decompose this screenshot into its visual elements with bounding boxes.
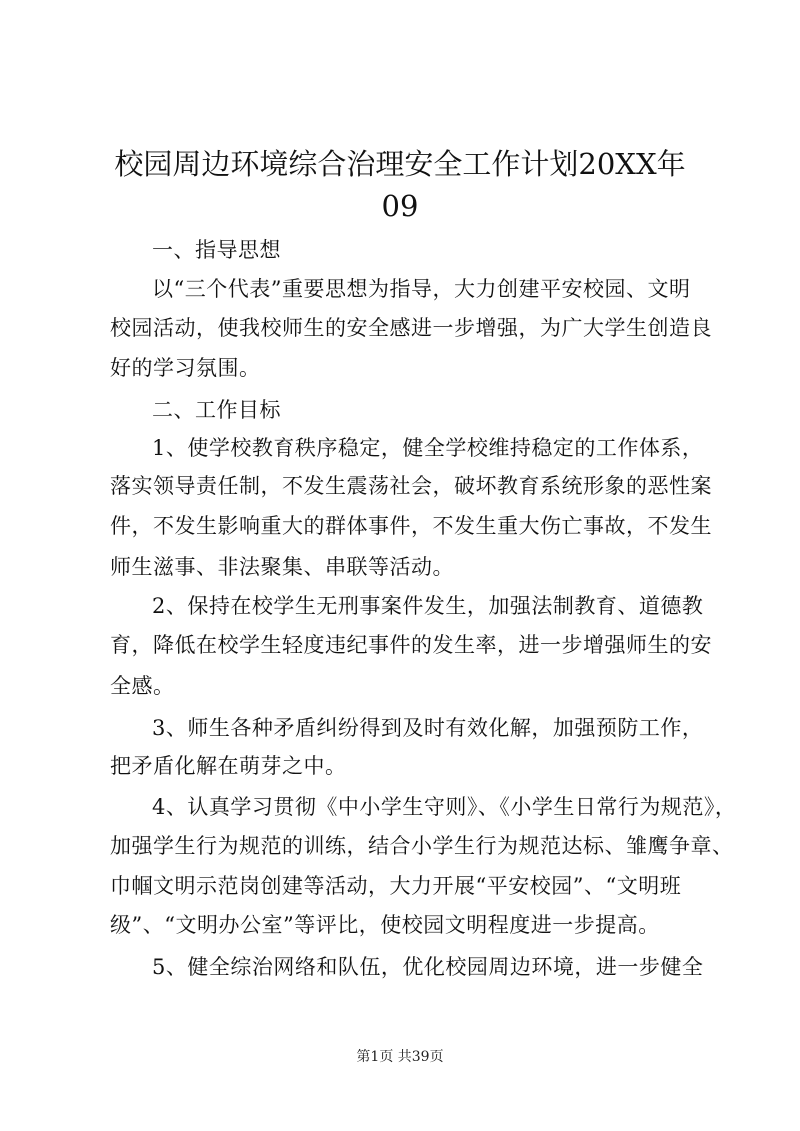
paragraph-line: 好的学习氛围。 xyxy=(110,356,261,380)
document-title-continued: 09 xyxy=(381,189,419,223)
section-heading-work-goals: 二、工作目标 xyxy=(152,398,281,422)
document-title: 校园周边环境综合治理安全工作计划20XX年 xyxy=(114,147,686,181)
paragraph-line: 育，降低在校学生轻度违纪事件的发生率，进一步增强师生的安 xyxy=(110,633,712,657)
paragraph-line: 以“三个代表”重要思想为指导，大力创建平安校园、文明 xyxy=(152,277,691,301)
paragraph-line: 件，不发生影响重大的群体事件，不发生重大伤亡事故，不发生 xyxy=(110,514,712,538)
paragraph-line: 师生滋事、非法聚集、串联等活动。 xyxy=(110,555,454,579)
paragraph-line: 落实领导责任制，不发生震荡社会，破坏教育系统形象的恶性案 xyxy=(110,474,712,498)
paragraph-line: 4、认真学习贯彻《中小学生守则》、《小学生日常行为规范》， xyxy=(152,795,737,819)
paragraph-line: 全感。 xyxy=(110,674,175,698)
paragraph-line: 1、使学校教育秩序稳定，健全学校维持稳定的工作体系， xyxy=(152,436,704,460)
paragraph-line: 5、健全综治网络和队伍，优化校园周边环境，进一步健全 xyxy=(152,955,704,979)
page-number-footer: 第1页 共39页 xyxy=(356,1049,444,1065)
paragraph-line: 3、师生各种矛盾纠纷得到及时有效化解，加强预防工作， xyxy=(152,716,704,740)
paragraph-line: 巾帼文明示范岗创建等活动，大力开展“平安校园”、“文明班 xyxy=(110,874,682,898)
paragraph-line: 把矛盾化解在萌芽之中。 xyxy=(110,754,347,778)
section-heading-guiding-ideology: 一、指导思想 xyxy=(152,238,281,262)
paragraph-line: 2、保持在校学生无刑事案件发生，加强法制教育、道德教 xyxy=(152,594,704,618)
paragraph-line: 校园活动，使我校师生的安全感进一步增强，为广大学生创造良 xyxy=(110,316,712,340)
paragraph-line: 级”、“文明办公室”等评比，使校园文明程度进一步提高。 xyxy=(110,913,660,937)
paragraph-line: 加强学生行为规范的训练，结合小学生行为规范达标、雏鹰争章、 xyxy=(110,834,734,858)
